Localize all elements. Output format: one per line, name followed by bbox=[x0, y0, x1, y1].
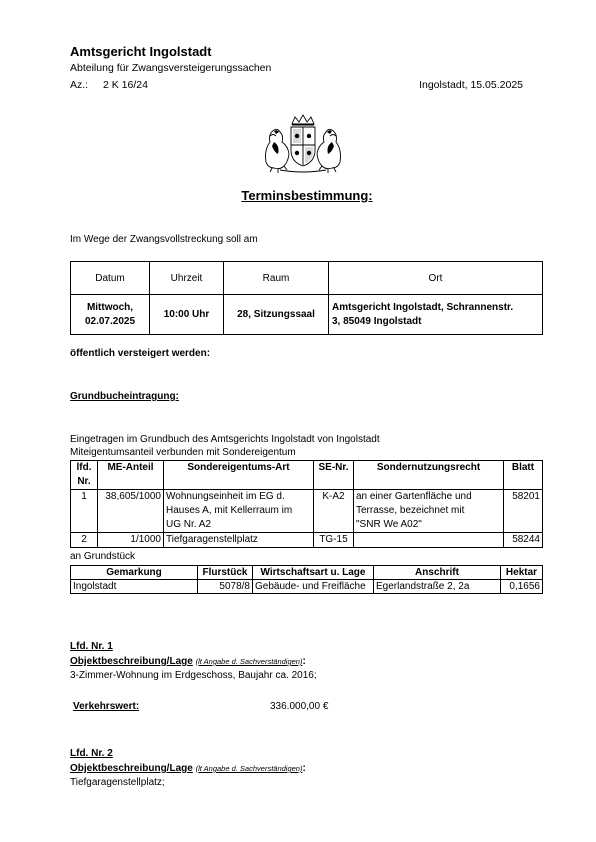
gs-anschrift: Egerlandstraße 2, 2a bbox=[374, 580, 501, 594]
bavarian-coat-of-arms-icon bbox=[262, 112, 344, 174]
gs-flurstueck: 5078/8 bbox=[198, 580, 253, 594]
ben-header-nr: lfd. Nr. bbox=[71, 461, 98, 490]
gs-hektar: 0,1656 bbox=[501, 580, 543, 594]
item2-lfd-nr: Lfd. Nr. 2 bbox=[70, 748, 113, 759]
termin-ort-line1: Amtsgericht Ingolstadt, Schrannenstr. bbox=[332, 301, 514, 313]
gs-header-flurstueck: Flurstück bbox=[198, 566, 253, 580]
termin-table bbox=[70, 261, 543, 335]
place-date: Ingolstadt, 15.05.2025 bbox=[419, 79, 523, 91]
item1-description: 3-Zimmer-Wohnung im Erdgeschoss, Baujahr ca. 2016; bbox=[70, 670, 317, 681]
ben-blatt: 58244 bbox=[504, 533, 543, 548]
ben-snr bbox=[354, 490, 504, 533]
termin-header-datum: Datum bbox=[71, 262, 150, 295]
ben-header-blatt: Blatt bbox=[504, 461, 543, 490]
termin-datum-weekday: Mittwoch, bbox=[86, 301, 134, 313]
ben-art bbox=[164, 490, 314, 533]
eingetragen-text: Eingetragen im Grundbuch des Amtsgerichts Ingolstadt von Ingolstadt bbox=[70, 434, 380, 445]
grundbuch-heading: Grundbucheintragung: bbox=[70, 391, 179, 402]
item1-lfd-nr: Lfd. Nr. 1 bbox=[70, 641, 113, 652]
az-label: Az.: bbox=[70, 79, 89, 91]
ben-anteil: 1/1000 bbox=[98, 533, 164, 548]
ben-header-se: SE-Nr. bbox=[314, 461, 354, 490]
ben-anteil: 38,605/1000 bbox=[98, 490, 164, 533]
item2-obj-colon: : bbox=[302, 763, 306, 774]
ben-snr-line: an einer Gartenfläche und bbox=[356, 491, 472, 502]
ben-header-anteil: ME-Anteil bbox=[98, 461, 164, 490]
gs-header-wirtschaft: Wirtschaftsart u. Lage bbox=[253, 566, 374, 580]
termin-datum bbox=[71, 295, 150, 335]
item2-obj-heading bbox=[70, 763, 306, 774]
item1-obj-colon: : bbox=[302, 656, 306, 667]
az-number: 2 K 16/24 bbox=[103, 79, 148, 91]
document-title: Terminsbestimmung: bbox=[241, 188, 373, 203]
ben-se: K-A2 bbox=[314, 490, 354, 533]
termin-header-raum: Raum bbox=[224, 262, 329, 295]
termin-uhrzeit: 10:00 Uhr bbox=[150, 295, 224, 335]
item1-verkehrswert-value: 336.000,00 € bbox=[270, 701, 329, 712]
table-row bbox=[71, 490, 543, 533]
item1-verkehrswert-label: Verkehrswert: bbox=[73, 701, 140, 712]
item2-obj-note: (lt Angabe d. Sachverständigen) bbox=[195, 764, 303, 773]
gs-header-gemarkung: Gemarkung bbox=[71, 566, 198, 580]
miteigentum-text: Miteigentumsanteil verbunden mit Sondereigentum bbox=[70, 447, 296, 458]
ben-art: Tiefgaragenstellplatz bbox=[164, 533, 314, 548]
item1-obj-heading bbox=[70, 656, 306, 667]
ben-snr-line: "SNR We A02" bbox=[356, 519, 422, 530]
ben-nr: 1 bbox=[71, 490, 98, 533]
item1-obj-label: Objektbeschreibung/Lage bbox=[70, 656, 193, 667]
an-grundstueck-text: an Grundstück bbox=[70, 551, 136, 562]
termin-ort-line2: 3, 85049 Ingolstadt bbox=[332, 315, 422, 327]
table-row bbox=[71, 533, 543, 548]
gs-gemarkung: Ingolstadt bbox=[71, 580, 198, 594]
termin-raum: 28, Sitzungssaal bbox=[224, 295, 329, 335]
item1-obj-note: (lt Angabe d. Sachverständigen) bbox=[195, 657, 303, 666]
intro-text: Im Wege der Zwangsvollstreckung soll am bbox=[70, 234, 258, 245]
table-row bbox=[71, 580, 543, 594]
versteigert-text: öffentlich versteigert werden: bbox=[70, 348, 211, 359]
ben-nr: 2 bbox=[71, 533, 98, 548]
ben-blatt: 58201 bbox=[504, 490, 543, 533]
ben-art-line: Hauses A, mit Kellerraum im bbox=[166, 505, 293, 516]
gs-wirtschaft: Gebäude- und Freifläche bbox=[253, 580, 374, 594]
court-name: Amtsgericht Ingolstadt bbox=[70, 44, 212, 59]
gs-header-hektar: Hektar bbox=[501, 566, 543, 580]
termin-ort bbox=[329, 295, 543, 335]
item2-description: Tiefgaragenstellplatz; bbox=[70, 777, 165, 788]
sondereigentum-table bbox=[70, 460, 543, 548]
gs-header-anschrift: Anschrift bbox=[374, 566, 501, 580]
ben-snr-line: Terrasse, bezeichnet mit bbox=[356, 505, 465, 516]
ben-snr bbox=[354, 533, 504, 548]
termin-datum-date: 02.07.2025 bbox=[84, 315, 136, 327]
ben-art-line: UG Nr. A2 bbox=[166, 519, 212, 530]
ben-header-art: Sondereigentums-Art bbox=[164, 461, 314, 490]
grundstueck-table bbox=[70, 565, 543, 594]
department: Abteilung für Zwangsversteigerungssachen bbox=[70, 62, 272, 74]
item2-obj-label: Objektbeschreibung/Lage bbox=[70, 763, 193, 774]
termin-header-uhrzeit: Uhrzeit bbox=[150, 262, 224, 295]
ben-header-snr: Sondernutzungsrecht bbox=[354, 461, 504, 490]
ben-art-line: Wohnungseinheit im EG d. bbox=[166, 491, 285, 502]
termin-header-ort: Ort bbox=[329, 262, 543, 295]
ben-se: TG-15 bbox=[314, 533, 354, 548]
